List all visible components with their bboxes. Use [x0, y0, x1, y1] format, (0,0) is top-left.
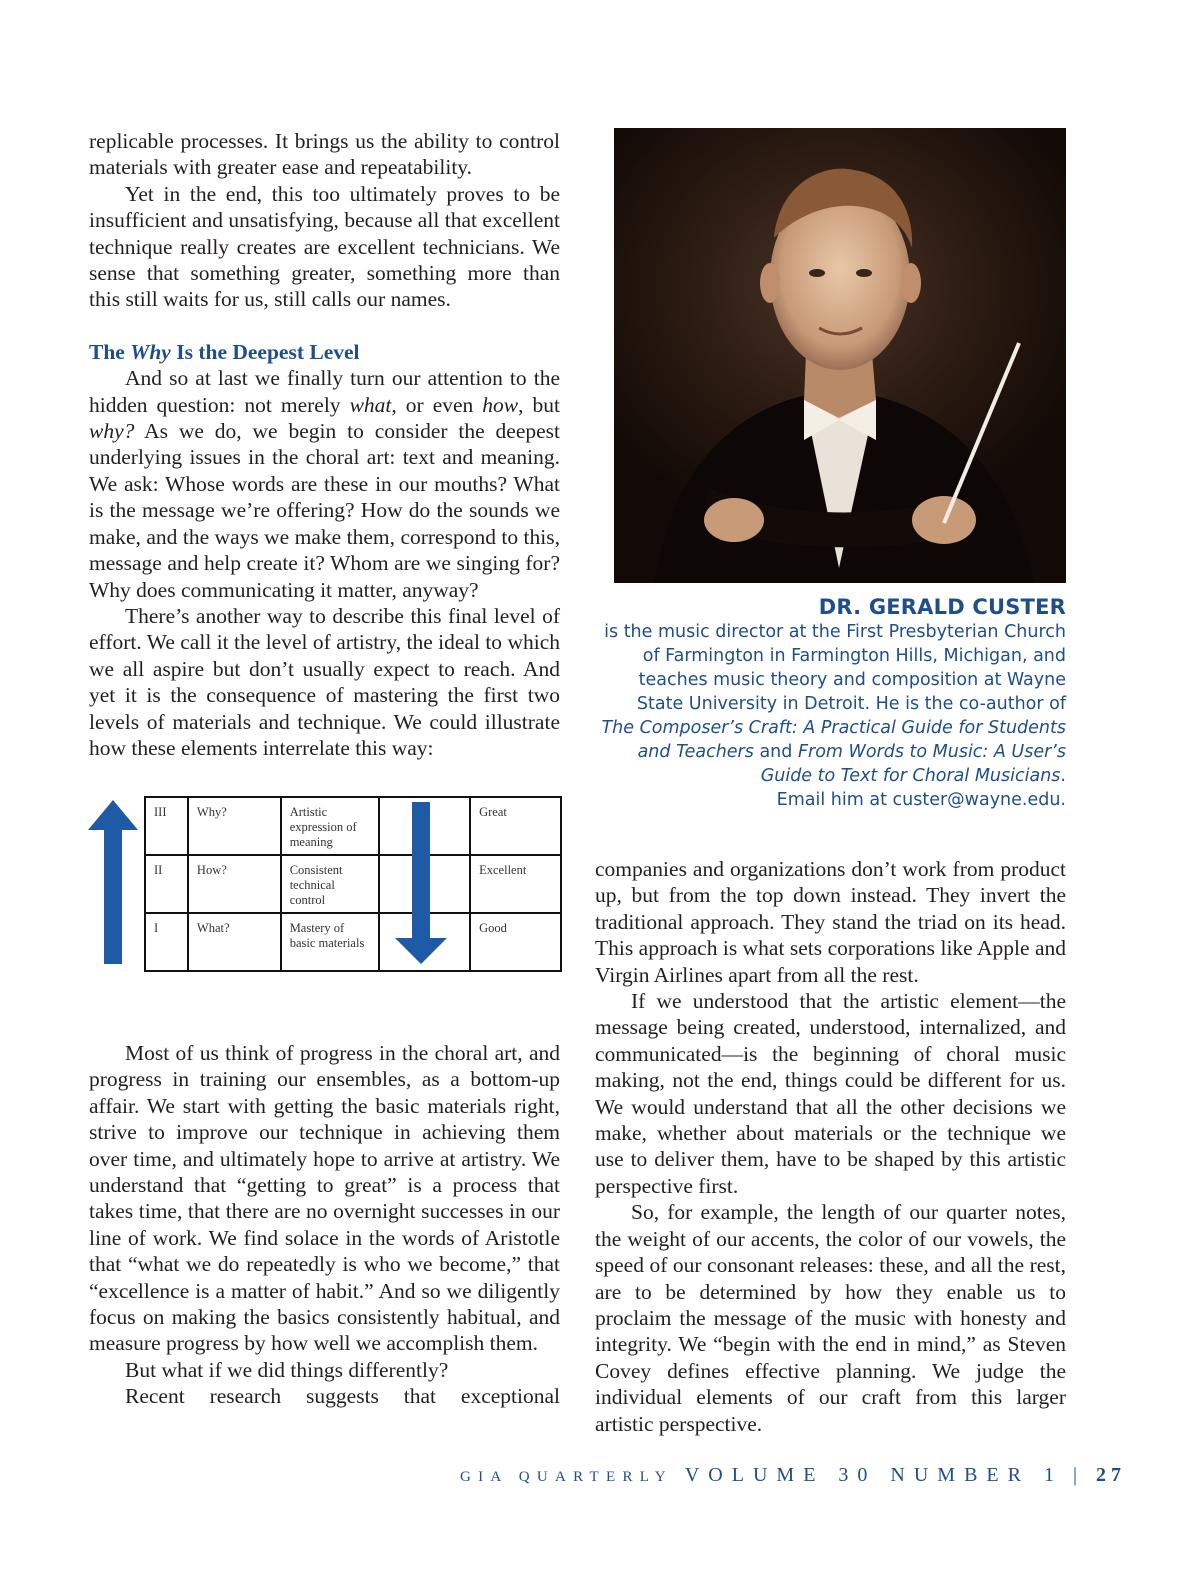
paragraph: Most of us think of progress in the choral art, and progress in training our ensembles, as a bottom-up affair. We start with getting the basic materials right, strive to improve our technique in achieving them over time, and ultimately hope to arrive at artistry. We understand that “getting to great” is a process that takes time, that there are no overnight successes in our line of work. We find solace in the words of Aristotle that “what we do repeatedly is who we become,” that “excellence is a matter of habit.” And so we diligently focus on making the basics consistently habitual, and measure progress by how well we accomplish them.: [89, 1041, 560, 1356]
levels-table: [144, 796, 562, 972]
book-title: The Composer’s Craft: A Practical Guide for Students and Teachers: [601, 718, 1066, 762]
book-title: From Words to Music: A User’s Guide to Text for Choral Musicians: [760, 742, 1066, 786]
level-description: Consistent technical control: [281, 855, 379, 913]
level-rating: Good: [470, 913, 561, 971]
paragraph: And so at last we finally turn our attention to the hidden question: not merely what, or even how, but why? As we do, we begin to consider the deepest underlying issues in the choral art: text and meaning. We ask: Whose words are these in our mouths? What is the message we’re offering? How do the sounds we make, and the ways we make them, correspond to this, message and help create it? Whom are we singing for? Why does communicating it matter, anyway?: [89, 366, 560, 602]
footer-separator: |: [1072, 1464, 1086, 1486]
journal-name: GIA QUARTERLY: [459, 1469, 673, 1485]
paragraph: If we understood that the artistic element—the message being created, understood, internalized, and communicated—is the beginning of choral music making, not the end, things could be different for us. We would understand that all the other decisions we make, whether about materials or the technique we use to deliver them, have to be shaped by this artistic perspective first.: [595, 989, 1066, 1198]
page-footer: [460, 1464, 1126, 1487]
level-level: III: [145, 797, 188, 855]
level-rating: Great: [470, 797, 561, 855]
right-column: [595, 856, 1066, 1437]
author-photo: [614, 128, 1066, 583]
bio-text: is the music director at the First Presbyterian Church of Farmington in Farmington Hills, Michigan, and teaches music theory and composition at Wayne State University in Detroit. He is the co-author of The Composer’s Craft: A Practical Guide for Students and Teachers and From Words to Music: A User’s Guide to Text for Choral Musicians. Email him at custer@wayne.edu.: [601, 622, 1066, 810]
down-arrow-icon: [392, 796, 452, 968]
up-arrow-icon: [84, 796, 144, 968]
level-question: How?: [188, 855, 281, 913]
table-row: [145, 855, 561, 913]
level-level: I: [145, 913, 188, 971]
paragraph: companies and organizations don’t work from product up, but from the top down instead. They invert the traditional approach. They stand the triad on its head. This approach is what sets corporations like Apple and Virgin Airlines apart from all the rest.: [595, 857, 1066, 987]
level-question: What?: [188, 913, 281, 971]
conductor-portrait-image: [614, 128, 1066, 583]
paragraph: So, for example, the length of our quarter notes, the weight of our accents, the color of our vowels, the speed of our consonant releases: these, and all the rest, are to be determined by how they enable us to proclaim the message of the music with honesty and integrity. We “begin with the end in mind,” as Steven Covey defines effective planning. We judge the individual elements of our craft from this larger artistic perspective.: [595, 1200, 1066, 1436]
level-description: Artistic expression of meaning: [281, 797, 379, 855]
table-row: [145, 913, 561, 971]
table-row: [145, 797, 561, 855]
paragraph: There’s another way to describe this final level of effort. We call it the level of artistry, the ideal to which we all aspire but don’t usually expect to reach. And yet it is the consequence of mastering the first two levels of materials and technique. We could illustrate how these elements interrelate this way:: [89, 603, 560, 760]
left-column-lower: [89, 1040, 560, 1410]
paragraph: Recent research suggests that exceptional: [125, 1384, 560, 1409]
author-bio: [600, 594, 1066, 812]
levels-diagram: [84, 796, 562, 968]
level-level: II: [145, 855, 188, 913]
section-heading: The Why Is the Deepest Level: [89, 339, 360, 364]
page-number: 27: [1096, 1464, 1126, 1486]
level-rating: Excellent: [470, 855, 561, 913]
paragraph: But what if we did things differently?: [125, 1357, 449, 1382]
author-name: DR. GERALD CUSTER: [818, 595, 1066, 619]
left-column: [89, 128, 560, 761]
issue-volume: VOLUME 30 NUMBER 1: [684, 1464, 1063, 1486]
level-question: Why?: [188, 797, 281, 855]
author-email: Email him at custer@wayne.edu.: [776, 790, 1066, 810]
level-description: Mastery of basic materials: [281, 913, 379, 971]
paragraph: replicable processes. It brings us the ability to control materials with greater ease and repeatability.: [89, 129, 560, 180]
paragraph: Yet in the end, this too ultimately proves to be insufficient and unsatisfying, because all that excellent technique really creates are excellent technicians. We sense that something greater, something more than this still waits for us, still calls our names.: [89, 181, 560, 312]
